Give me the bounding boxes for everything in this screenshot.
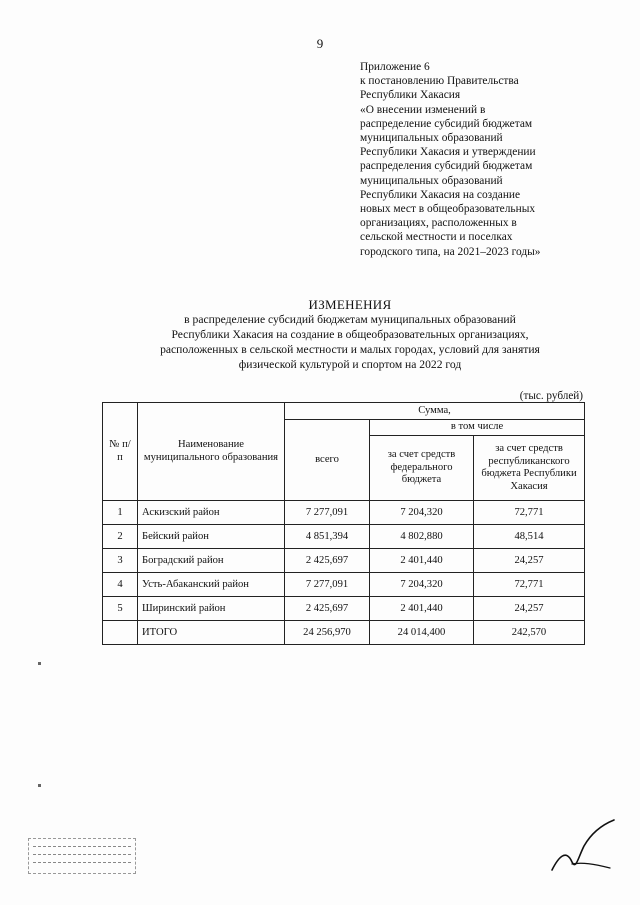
margin-mark <box>38 662 41 665</box>
document-title: ИЗМЕНЕНИЯ <box>308 297 392 312</box>
table-row <box>103 501 585 525</box>
heading-line: расположенных в сельской местности и малых городах, условий для занятия <box>160 343 540 356</box>
row-number: 1 <box>103 501 138 525</box>
appendix-line: муниципальных образований <box>360 174 503 187</box>
appendix-line: Приложение 6 <box>360 61 430 73</box>
appendix-line: муниципальных образований <box>360 132 503 145</box>
row-number: 3 <box>103 549 138 573</box>
row-republic: 24,257 <box>474 597 585 621</box>
row-federal: 4 802,880 <box>370 525 474 549</box>
document-heading <box>100 297 600 372</box>
heading-line: Республики Хакасия на создание в общеобразовательных организациях, <box>171 328 529 341</box>
page-number: 9 <box>316 36 324 51</box>
header-federal: за счет средств федерального бюджета <box>370 436 474 501</box>
table-row <box>103 573 585 597</box>
row-republic: 72,771 <box>474 573 585 597</box>
total-row-republic: 242,570 <box>474 621 585 645</box>
signature-scribble <box>548 818 618 878</box>
appendix-line: к постановлению Правительства <box>360 75 519 88</box>
row-name: Боградский район <box>138 549 285 573</box>
table-row <box>103 525 585 549</box>
row-republic: 48,514 <box>474 525 585 549</box>
appendix-line: распределения субсидий бюджетам <box>360 160 533 173</box>
heading-line: физической культурой и спортом на 2022 год <box>238 358 462 371</box>
row-total: 2 425,697 <box>285 549 370 573</box>
faded-stamp <box>28 838 136 874</box>
margin-mark <box>38 784 41 787</box>
header-sum: Сумма, <box>285 403 585 420</box>
appendix-line: распределение субсидий бюджетам <box>360 117 533 130</box>
row-federal: 2 401,440 <box>370 597 474 621</box>
header-republic: за счет средств республиканского бюджета Республики Хакасия <box>474 436 585 501</box>
appendix-line: организациях, расположенных в <box>360 217 517 230</box>
header-name: Наименование муниципального образования <box>138 403 285 501</box>
row-federal: 7 204,320 <box>370 573 474 597</box>
appendix-line: новых мест в общеобразовательных <box>360 203 536 216</box>
row-federal: 2 401,440 <box>370 549 474 573</box>
header-number: № п/п <box>103 403 138 501</box>
appendix-line: Республики Хакасия на создание <box>360 188 521 201</box>
header-total: всего <box>285 420 370 501</box>
appendix-line: «О внесении изменений в <box>360 103 486 116</box>
total-row-name: ИТОГО <box>138 621 285 645</box>
row-name: Бейский район <box>138 525 285 549</box>
appendix-line: Республики Хакасия <box>360 89 461 102</box>
row-name: Ширинский район <box>138 597 285 621</box>
total-row-federal: 24 014,400 <box>370 621 474 645</box>
row-name: Усть-Абаканский район <box>138 573 285 597</box>
table-row <box>103 549 585 573</box>
row-total: 7 277,091 <box>285 501 370 525</box>
total-row-total: 24 256,970 <box>285 621 370 645</box>
row-name: Аскизский район <box>138 501 285 525</box>
units-label: (тыс. рублей) <box>519 390 583 402</box>
appendix-block <box>360 60 630 259</box>
row-number: 4 <box>103 573 138 597</box>
heading-line: в распределение субсидий бюджетам муниципальных образований <box>184 313 516 326</box>
row-number: 2 <box>103 525 138 549</box>
table-row <box>103 597 585 621</box>
header-including: в том числе <box>370 420 585 436</box>
total-row <box>103 621 585 645</box>
row-total: 4 851,394 <box>285 525 370 549</box>
row-total: 2 425,697 <box>285 597 370 621</box>
subsidy-table <box>102 402 585 645</box>
appendix-line: городского типа, на 2021–2023 годы» <box>360 245 541 258</box>
row-federal: 7 204,320 <box>370 501 474 525</box>
row-number: 5 <box>103 597 138 621</box>
total-row-number <box>103 621 138 645</box>
appendix-line: сельской местности и поселках <box>360 231 513 244</box>
row-republic: 24,257 <box>474 549 585 573</box>
row-total: 7 277,091 <box>285 573 370 597</box>
appendix-line: Республики Хакасия и утверждении <box>360 146 536 159</box>
row-republic: 72,771 <box>474 501 585 525</box>
